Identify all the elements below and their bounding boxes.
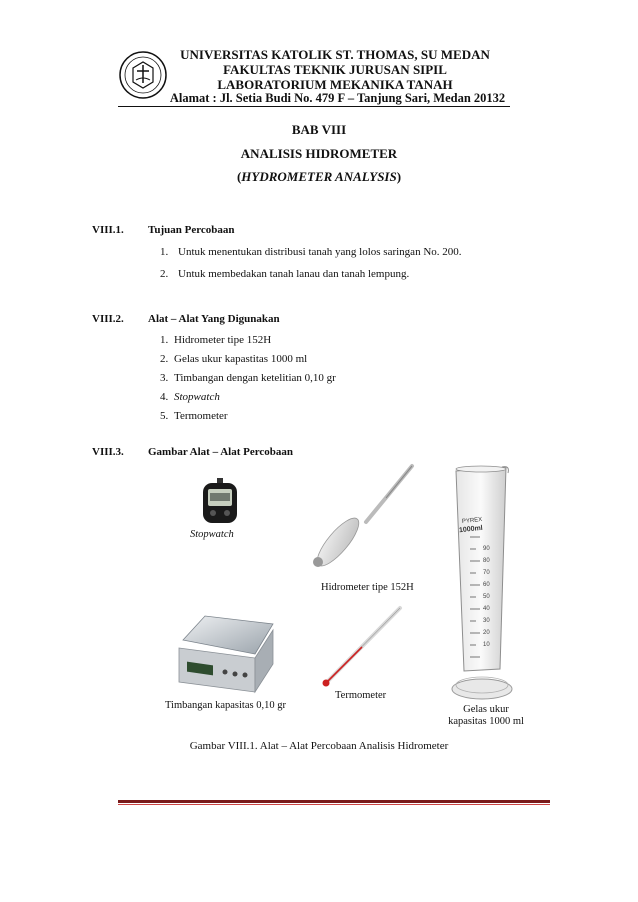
hydrometer-image: [308, 462, 418, 570]
letterhead-lab: LABORATORIUM MEKANIKA TANAH: [217, 77, 453, 92]
letterhead-address: Alamat : Jl. Setia Budi No. 479 F – Tanjung Sari, Medan 20132: [169, 91, 506, 105]
cylinder-capacity: 1000ml: [458, 524, 484, 535]
graduated-cylinder-image: [446, 463, 518, 703]
list-item: 1. Hidrometer tipe 152H: [160, 334, 272, 346]
list-item: 3. Timbangan dengan ketelitian 0,10 gr: [160, 372, 336, 384]
cylinder-tick-labels: 90 80 70 60 50 40 30 20 10: [483, 546, 490, 648]
list-item: 2. Untuk membedakan tanah lanau dan tanah lempung.: [160, 268, 410, 280]
figure-caption: Gambar VIII.1. Alat – Alat Percobaan Analisis Hidrometer: [189, 740, 449, 752]
stopwatch-label: Stopwatch: [190, 529, 234, 540]
letterhead-faculty: FAKULTAS TEKNIK JURUSAN SIPIL: [223, 62, 447, 77]
section-number: VIII.3.: [92, 446, 124, 458]
footer-rule-accent: [118, 804, 550, 805]
section-number: VIII.1.: [92, 224, 124, 236]
cylinder-label-line1: Gelas ukur: [463, 704, 509, 715]
cylinder-brand: PYREX: [461, 516, 483, 526]
list-item: 5. Termometer: [160, 410, 228, 422]
list-item: 1. Untuk menentukan distribusi tanah yang lolos saringan No. 200.: [160, 246, 462, 258]
scale-image: [175, 610, 275, 696]
chapter-number: BAB VIII: [291, 122, 347, 137]
list-item: 2. Gelas ukur kapastitas 1000 ml: [160, 353, 308, 365]
hydrometer-label: Hidrometer tipe 152H: [321, 582, 414, 593]
letterhead-university: UNIVERSITAS KATOLIK ST. THOMAS, SU MEDAN: [180, 47, 490, 62]
stopwatch-image: [200, 478, 240, 524]
section-title: Alat – Alat Yang Digunakan: [148, 313, 280, 325]
section-title: Tujuan Percobaan: [148, 224, 235, 236]
chapter-title: ANALISIS HIDROMETER: [240, 146, 398, 161]
scale-label: Timbangan kapasitas 0,10 gr: [165, 700, 286, 711]
header-rule: [118, 106, 510, 107]
footer-rule: [118, 800, 550, 803]
chapter-subtitle: (HYDROMETER ANALYSIS): [236, 169, 402, 184]
list-item: 4. Stopwatch: [160, 391, 220, 403]
cylinder-label-line2: kapasitas 1000 ml: [448, 716, 524, 727]
section-number: VIII.2.: [92, 313, 124, 325]
thermometer-label: Termometer: [335, 690, 387, 701]
section-title: Gambar Alat – Alat Percobaan: [148, 446, 294, 458]
thermometer-image: [320, 605, 404, 689]
